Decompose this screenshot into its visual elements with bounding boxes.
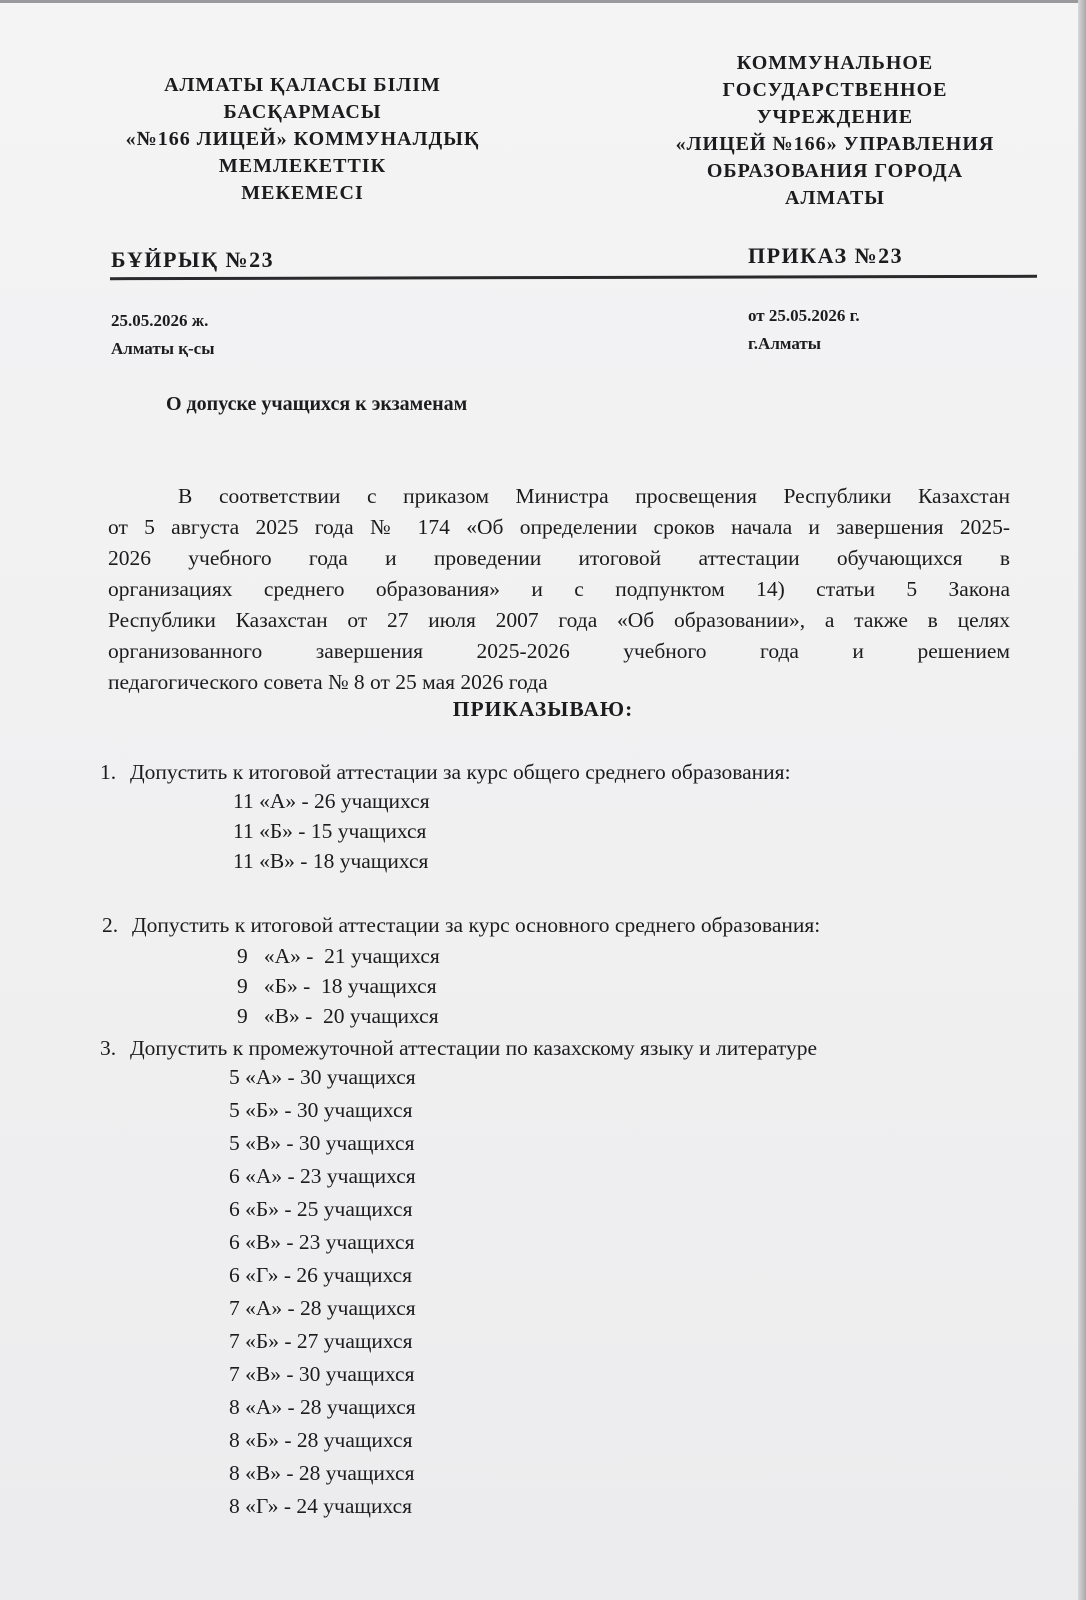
- class-entry: 5 «Б» - 30 учащихся: [229, 1098, 413, 1122]
- preamble-line: организованного завершения 2025-2026 учебного года и решением: [108, 639, 1010, 663]
- class-entry: 6 «В» - 23 учащихся: [229, 1230, 415, 1254]
- institution-name-russian-line: ОБРАЗОВАНИЯ ГОРОДА: [706, 160, 964, 182]
- order-city-kazakh: Алматы қ-сы: [111, 339, 215, 358]
- order-item-number: 3.: [100, 1036, 117, 1060]
- class-entry: 5 «А» - 30 учащихся: [229, 1065, 416, 1089]
- institution-name-kazakh-line: БАСҚАРМАСЫ: [223, 101, 382, 123]
- class-entry: 7 «А» - 28 учащихся: [229, 1296, 416, 1320]
- page-right-edge: [1078, 0, 1086, 1600]
- class-entry: 8 «А» - 28 учащихся: [229, 1395, 416, 1419]
- class-entry: 7 «В» - 30 учащихся: [229, 1362, 415, 1386]
- header-divider: [110, 275, 1037, 280]
- order-item-text: Допустить к промежуточной аттестации по казахскому языку и литературе: [130, 1036, 818, 1060]
- page-top-edge: [0, 0, 1086, 3]
- preamble-line: Республики Казахстан от 27 июля 2007 года «Об образовании», а также в целях: [108, 608, 1010, 632]
- institution-name-russian-line: ГОСУДАРСТВЕННОЕ: [722, 79, 948, 101]
- class-entry: 8 «В» - 28 учащихся: [229, 1461, 415, 1485]
- preamble-line: 2026 учебного года и проведении итоговой аттестации обучающихся в: [108, 546, 1010, 570]
- order-item-number: 1.: [100, 760, 117, 784]
- class-entry: 6 «А» - 23 учащихся: [229, 1164, 416, 1188]
- preamble-line: от 5 августа 2025 года № 174 «Об определении сроков начала и завершения 2025-: [108, 515, 1010, 539]
- class-list-3: [229, 1065, 416, 1527]
- class-entry: 9 «А» - 21 учащихся: [237, 944, 440, 968]
- preamble-line: В соответствии с приказом Министра просвещения Республики Казахстан: [178, 484, 1010, 508]
- order-item-text: Допустить к итоговой аттестации за курс основного среднего образования:: [132, 913, 821, 937]
- class-entry: 8 «Б» - 28 учащихся: [229, 1428, 413, 1452]
- order-item-3: [100, 1036, 817, 1061]
- preamble-line: педагогического совета № 8 от 25 мая 2026 года: [108, 670, 548, 694]
- order-item-2: [102, 913, 820, 938]
- class-entry: 8 «Г» - 24 учащихся: [229, 1494, 413, 1518]
- command-heading: ПРИКАЗЫВАЮ:: [452, 697, 634, 721]
- institution-name-russian-line: «ЛИЦЕЙ №166» УПРАВЛЕНИЯ: [675, 133, 995, 155]
- class-list-1: [233, 789, 430, 879]
- class-entry: 6 «Г» - 26 учащихся: [229, 1263, 413, 1287]
- class-entry: 9 «Б» - 18 учащихся: [237, 974, 437, 998]
- order-subject: О допуске учащихся к экзаменам: [166, 393, 468, 415]
- institution-name-russian-line: АЛМАТЫ: [785, 187, 885, 209]
- class-entry: 5 «В» - 30 учащихся: [229, 1131, 415, 1155]
- institution-name-kazakh-line: АЛМАТЫ ҚАЛАСЫ БІЛІМ: [164, 74, 441, 96]
- order-item-1: [100, 760, 791, 785]
- order-number-russian: ПРИКАЗ №23: [748, 243, 904, 268]
- class-entry: 9 «В» - 20 учащихся: [237, 1004, 439, 1028]
- class-entry: 11 «В» - 18 учащихся: [233, 849, 429, 873]
- institution-name-kazakh: [105, 72, 500, 207]
- institution-name-kazakh-line: МЕКЕМЕСІ: [241, 182, 364, 204]
- institution-name-kazakh-line: «№166 ЛИЦЕЙ» КОММУНАЛДЫҚ: [125, 128, 480, 150]
- class-entry: 7 «Б» - 27 учащихся: [229, 1329, 413, 1353]
- class-entry: 11 «Б» - 15 учащихся: [233, 819, 427, 843]
- institution-name-russian: [660, 50, 1010, 212]
- order-date-kazakh-value: 25.05.2026 ж.: [111, 311, 209, 330]
- order-item-text: Допустить к итоговой аттестации за курс общего среднего образования:: [130, 760, 791, 784]
- order-number-kazakh: БҰЙРЫҚ №23: [111, 247, 275, 272]
- order-item-number: 2.: [102, 913, 119, 937]
- preamble-line: организациях среднего образования» и с подпунктом 14) статьи 5 Закона: [108, 577, 1010, 601]
- preamble-paragraph: [108, 481, 1010, 698]
- order-date-kazakh: [111, 307, 215, 363]
- order-city-russian: г.Алматы: [748, 334, 822, 353]
- institution-name-russian-line: КОММУНАЛЬНОЕ: [736, 52, 934, 74]
- institution-name-kazakh-line: МЕМЛЕКЕТТІК: [218, 155, 387, 177]
- order-date-russian-value: от 25.05.2026 г.: [748, 306, 860, 325]
- institution-name-russian-line: УЧРЕЖДЕНИЕ: [756, 106, 914, 128]
- class-entry: 11 «А» - 26 учащихся: [233, 789, 430, 813]
- class-entry: 6 «Б» - 25 учащихся: [229, 1197, 413, 1221]
- order-date-russian: [748, 302, 860, 358]
- class-list-2: [237, 944, 440, 1034]
